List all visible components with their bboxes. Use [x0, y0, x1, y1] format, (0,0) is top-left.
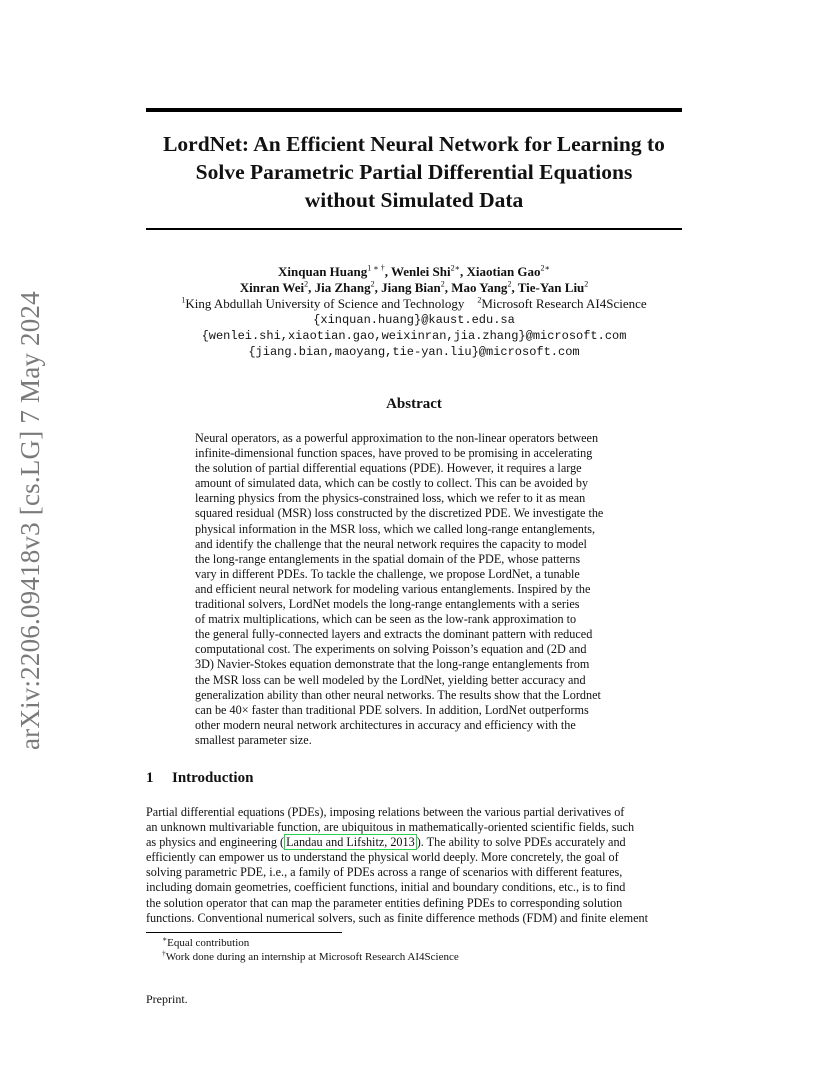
email-line: {jiang.bian,maoyang,tie-yan.liu}@microsoft.com	[248, 345, 580, 359]
author-sup: 2	[370, 279, 375, 289]
abstract-line: and efficient neural network for modeling various entanglements. Inspired by the	[195, 581, 591, 596]
paper-title	[146, 130, 682, 214]
author-name: Jia Zhang	[314, 280, 371, 295]
section-title: Introduction	[172, 770, 254, 786]
footnotes	[162, 936, 459, 964]
abstract-line: learning physics from the physics-constrained loss, which we refer to it as mean	[195, 491, 586, 506]
abstract-line: the MSR loss can be well modeled by the LordNet, yielding better accuracy and	[195, 672, 586, 687]
author-sup: 2	[304, 279, 309, 289]
abstract-line: of matrix multiplications, which can be seen as the low-rank approximation to	[195, 612, 577, 627]
abstract-line: the solution of partial differential equations (PDE). However, it requires a large	[195, 461, 582, 476]
footnote	[162, 936, 459, 950]
affiliation-kaust: King Abdullah University of Science and Technology	[185, 296, 465, 311]
section-heading-introduction	[146, 770, 253, 787]
author-name: Xinquan Huang	[278, 264, 368, 279]
author-name: Wenlei Shi	[390, 264, 451, 279]
author-name: Mao Yang	[451, 280, 508, 295]
author-sup: 2∗	[450, 263, 460, 273]
footnote-mark: ∗	[162, 934, 168, 944]
abstract-line: smallest parameter size.	[195, 732, 312, 747]
intro-text: ). The ability to solve PDEs accurately and	[416, 835, 626, 850]
title-top-rule	[146, 108, 682, 112]
title-line: Solve Parametric Partial Differential Equations	[195, 160, 633, 184]
author-name: Xinran Wei	[239, 280, 305, 295]
author-sup: 1 ∗ †	[367, 263, 385, 273]
intro-line: functions. Conventional numerical solvers, such as finite difference methods (FDM) and finite element	[146, 910, 649, 925]
email-line: {xinquan.huang}@kaust.edu.sa	[313, 313, 515, 327]
abstract-line: Neural operators, as a powerful approximation to the non-linear operators between	[195, 431, 599, 445]
abstract-line: vary in different PDEs. To tackle the challenge, we propose LordNet, a tunable	[195, 566, 580, 581]
abstract-body	[195, 431, 634, 748]
title-bottom-rule	[146, 228, 682, 230]
abstract-line: other modern neural network architectures in accuracy and efficiency with the	[195, 717, 576, 732]
intro-line	[146, 835, 682, 850]
author-sup: 2∗	[540, 263, 550, 273]
citation-link[interactable]: Landau and Lifshitz, 2013	[286, 835, 415, 850]
author-sup: 2	[507, 279, 512, 289]
footnote-text: Equal contribution	[167, 937, 250, 949]
intro-text: as physics and engineering (	[146, 835, 285, 850]
abstract-line: generalization ability than other neural networks. The results show that the Lordnet	[195, 687, 601, 702]
abstract-line: infinite-dimensional function spaces, have proved to be promising in accelerating	[195, 446, 593, 461]
abstract-line: 3D) Navier-Stokes equation demonstrate that the long-range entanglements from	[195, 657, 590, 672]
intro-line: including domain geometries, coefficient functions, initial and boundary conditions, etc., is to find	[146, 880, 626, 895]
intro-line: Partial differential equations (PDEs), imposing relations between the various partial derivatives of	[146, 805, 625, 819]
author-sup: 2	[584, 279, 589, 289]
abstract-heading: Abstract	[386, 396, 442, 412]
intro-line: efficiently can empower us to understand the physical world deeply. More concretely, the goal of	[146, 850, 619, 865]
abstract-line: squared residual (MSR) loss constructed by the discretized PDE. We investigate the	[195, 506, 604, 521]
author-name: Xiaotian Gao	[466, 264, 541, 279]
affiliations	[146, 296, 682, 312]
footnote-rule	[146, 932, 342, 933]
preprint-label: Preprint.	[146, 992, 188, 1006]
arxiv-sidebar-stamp: arXiv:2206.09418v3 [cs.LG] 7 May 2024	[15, 291, 45, 750]
footnote	[162, 950, 459, 964]
affiliation-sup: 1	[181, 295, 186, 305]
author-name: Tie-Yan Liu	[517, 280, 585, 295]
introduction-body	[146, 805, 682, 926]
title-line: LordNet: An Efficient Neural Network for Learning to	[163, 132, 665, 156]
intro-line: solving parametric PDE, i.e., a family of PDEs across a range of scenarios with different features,	[146, 865, 623, 880]
footnote-mark: †	[162, 948, 166, 958]
section-number: 1	[146, 770, 154, 786]
abstract-line: physical information in the MSR loss, which we called long-range entanglements,	[195, 521, 596, 536]
title-line: without Simulated Data	[304, 188, 524, 212]
abstract-line: the long-range entanglements in the spatial domain of the PDE, whose patterns	[195, 551, 581, 566]
author-sup: 2	[440, 279, 445, 289]
abstract-line: traditional solvers, LordNet models the long-range entanglements with a series	[195, 597, 580, 612]
affiliation-msr: Microsoft Research AI4Science	[481, 296, 647, 311]
abstract-line: computational cost. The experiments on solving Poisson’s equation and (2D and	[195, 642, 587, 657]
author-block	[146, 264, 682, 360]
affiliation-sup: 2	[477, 295, 482, 305]
intro-line: an unknown multivariable function, are ubiquitous in mathematically-oriented scientific fields, such	[146, 820, 635, 835]
abstract-line: and identify the challenge that the neural network requires the capacity to model	[195, 536, 587, 551]
abstract-line: can be 40× faster than traditional PDE solvers. In addition, LordNet outperforms	[195, 702, 589, 717]
author-line-2: Xinran Wei$^2$, Jia Zhang$^2$, Jiang Bian$^2$, Mao Yang$^2$, Tie-Yan Liu$^2$	[239, 279, 589, 295]
author-line-1: Xinquan Huang$^{1 ∗ \dagger}$, Wenlei Shi$^{2∗}$, Xiaotian Gao$^{2∗}$	[278, 263, 550, 279]
footnote-text: Work done during an internship at Microsoft Research AI4Science	[165, 951, 459, 963]
abstract-line: amount of simulated data, which can be costly to collect. This can be avoided by	[195, 476, 589, 491]
abstract-line: the general fully-connected layers and extracts the dominant pattern with reduced	[195, 627, 593, 642]
author-name: Jiang Bian	[381, 280, 441, 295]
email-line: {wenlei.shi,xiaotian.gao,weixinran,jia.zhang}@microsoft.com	[201, 329, 627, 343]
intro-line: the solution operator that can map the parameter entities defining PDEs to corresponding solution	[146, 895, 623, 910]
